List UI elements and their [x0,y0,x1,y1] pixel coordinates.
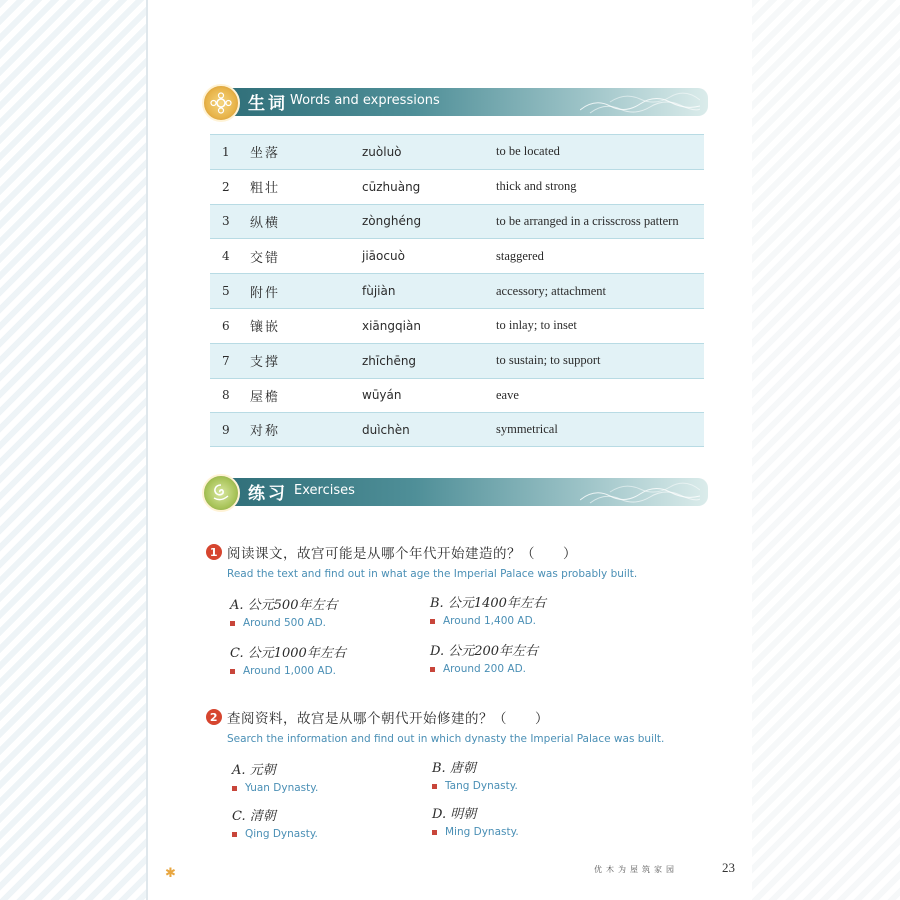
option-label-zh: D. 公元200年左右 [430,644,539,659]
vocab-number: 6 [222,318,230,333]
vocab-meaning: thick and strong [496,179,577,194]
question-number-badge: 1 [206,544,222,560]
question-2-text-en: Search the information and find out in which dynasty the Imperial Palace was built. [227,733,665,745]
option-c[interactable] [230,642,430,677]
question-2 [206,707,726,745]
vocab-meaning: symmetrical [496,422,558,437]
vocab-row [210,134,704,169]
flower-emblem-icon [202,84,240,122]
vocab-pinyin: xiāngqiàn [362,318,421,333]
vocab-row [210,169,704,204]
question-1-text-zh: 阅读课文，故宫可能是从哪个年代开始建造的？（ ） [227,546,577,562]
vocab-row [210,412,704,447]
option-label-en: Qing Dynasty. [245,828,318,840]
option-label-en: Around 200 AD. [443,663,526,675]
vocab-pinyin: jiāocuò [362,249,405,264]
option-b[interactable] [432,757,632,792]
page-number: 23 [722,860,735,875]
page-edge-strip [0,0,148,900]
option-d[interactable] [432,803,632,838]
option-label-zh: C. 清朝 [232,809,276,824]
vocab-hanzi: 纵横 [250,215,281,231]
question-2-text-zh: 查阅资料，故宫是从哪个朝代开始修建的？（ ） [227,711,549,727]
option-label-en: Around 1,000 AD. [243,665,337,677]
option-label-zh: D. 明朝 [432,807,477,822]
option-label-en: Yuan Dynasty. [245,782,319,794]
vocab-pinyin: cūzhuàng [362,179,421,194]
option-label-zh: B. 唐朝 [432,761,476,776]
question-1 [206,542,726,580]
vocab-number: 8 [222,388,230,403]
square-bullet-icon [230,669,235,674]
option-b[interactable] [430,592,630,627]
wave-pattern-icon [580,90,700,114]
vocab-row [210,238,704,273]
option-label-en: Around 500 AD. [243,617,326,629]
vocab-hanzi: 交错 [250,250,281,266]
option-d[interactable] [430,640,630,675]
vocab-table [210,134,704,447]
vocab-title-en: Words and expressions [290,93,440,108]
option-label-en: Ming Dynasty. [445,826,519,838]
vocab-row [210,204,704,239]
vocab-hanzi: 坐落 [250,146,281,162]
option-label-zh: A. 元朝 [232,763,276,778]
vocab-row [210,378,704,413]
vocab-hanzi: 附件 [250,285,281,301]
square-bullet-icon [432,784,437,789]
vocab-meaning: to be arranged in a crisscross pattern [496,213,679,228]
footer-book-title: 优木为屋筑家园 [594,865,678,874]
vocab-section-header [202,84,708,124]
square-bullet-icon [430,667,435,672]
exercise-title-en: Exercises [294,483,355,498]
option-a[interactable] [230,594,430,629]
vocab-meaning: to be located [496,144,560,159]
vocab-pinyin: duìchèn [362,422,410,437]
option-label-en: Tang Dynasty. [445,780,518,792]
swirl-emblem-icon [202,474,240,512]
vocab-pinyin: zhīchēng [362,353,417,368]
vocab-row [210,343,704,378]
vocab-meaning: eave [496,387,519,402]
vocab-number: 7 [222,353,230,368]
vocab-title-zh: 生词 [248,94,288,114]
option-label-en: Around 1,400 AD. [443,615,537,627]
vocab-hanzi: 镶嵌 [250,320,281,336]
vocab-hanzi: 对称 [250,424,281,440]
vocab-number: 3 [222,214,230,229]
vocab-row [210,273,704,308]
vocab-meaning: accessory; attachment [496,283,607,298]
vocab-row [210,308,704,343]
wave-pattern-icon [580,480,700,504]
vocab-hanzi: 支撑 [250,355,281,371]
square-bullet-icon [432,830,437,835]
vocab-meaning: to sustain; to support [496,353,601,368]
option-label-zh: C. 公元1000年左右 [230,646,346,661]
star-ornament-icon: ✱ [165,866,176,881]
vocab-hanzi: 粗壮 [250,181,281,197]
question-1-text-en: Read the text and find out in what age the Imperial Palace was probably built. [227,568,638,580]
square-bullet-icon [430,619,435,624]
square-bullet-icon [232,832,237,837]
option-label-zh: B. 公元1400年左右 [430,596,546,611]
vocab-pinyin: zuòluò [362,144,402,159]
vocab-number: 1 [222,144,230,159]
option-label-zh: A. 公元500年左右 [230,598,338,613]
vocab-pinyin: zònghéng [362,214,422,229]
vocab-number: 2 [222,179,230,194]
vocab-number: 9 [222,422,230,437]
square-bullet-icon [230,621,235,626]
vocab-meaning: to inlay; to inset [496,318,577,333]
vocab-pinyin: wūyán [362,388,402,403]
vocab-pinyin: fùjiàn [362,284,396,299]
vocab-hanzi: 屋檐 [250,389,281,405]
square-bullet-icon [232,786,237,791]
page-edge-strip-right [752,0,900,900]
exercise-title-zh: 练习 [248,484,288,504]
vocab-number: 4 [222,249,230,264]
question-number-badge: 2 [206,709,222,725]
exercise-section-header [202,474,708,514]
page-edge-line [146,0,148,900]
vocab-meaning: staggered [496,248,544,263]
vocab-number: 5 [222,284,230,299]
option-a[interactable] [232,759,432,794]
option-c[interactable] [232,805,432,840]
